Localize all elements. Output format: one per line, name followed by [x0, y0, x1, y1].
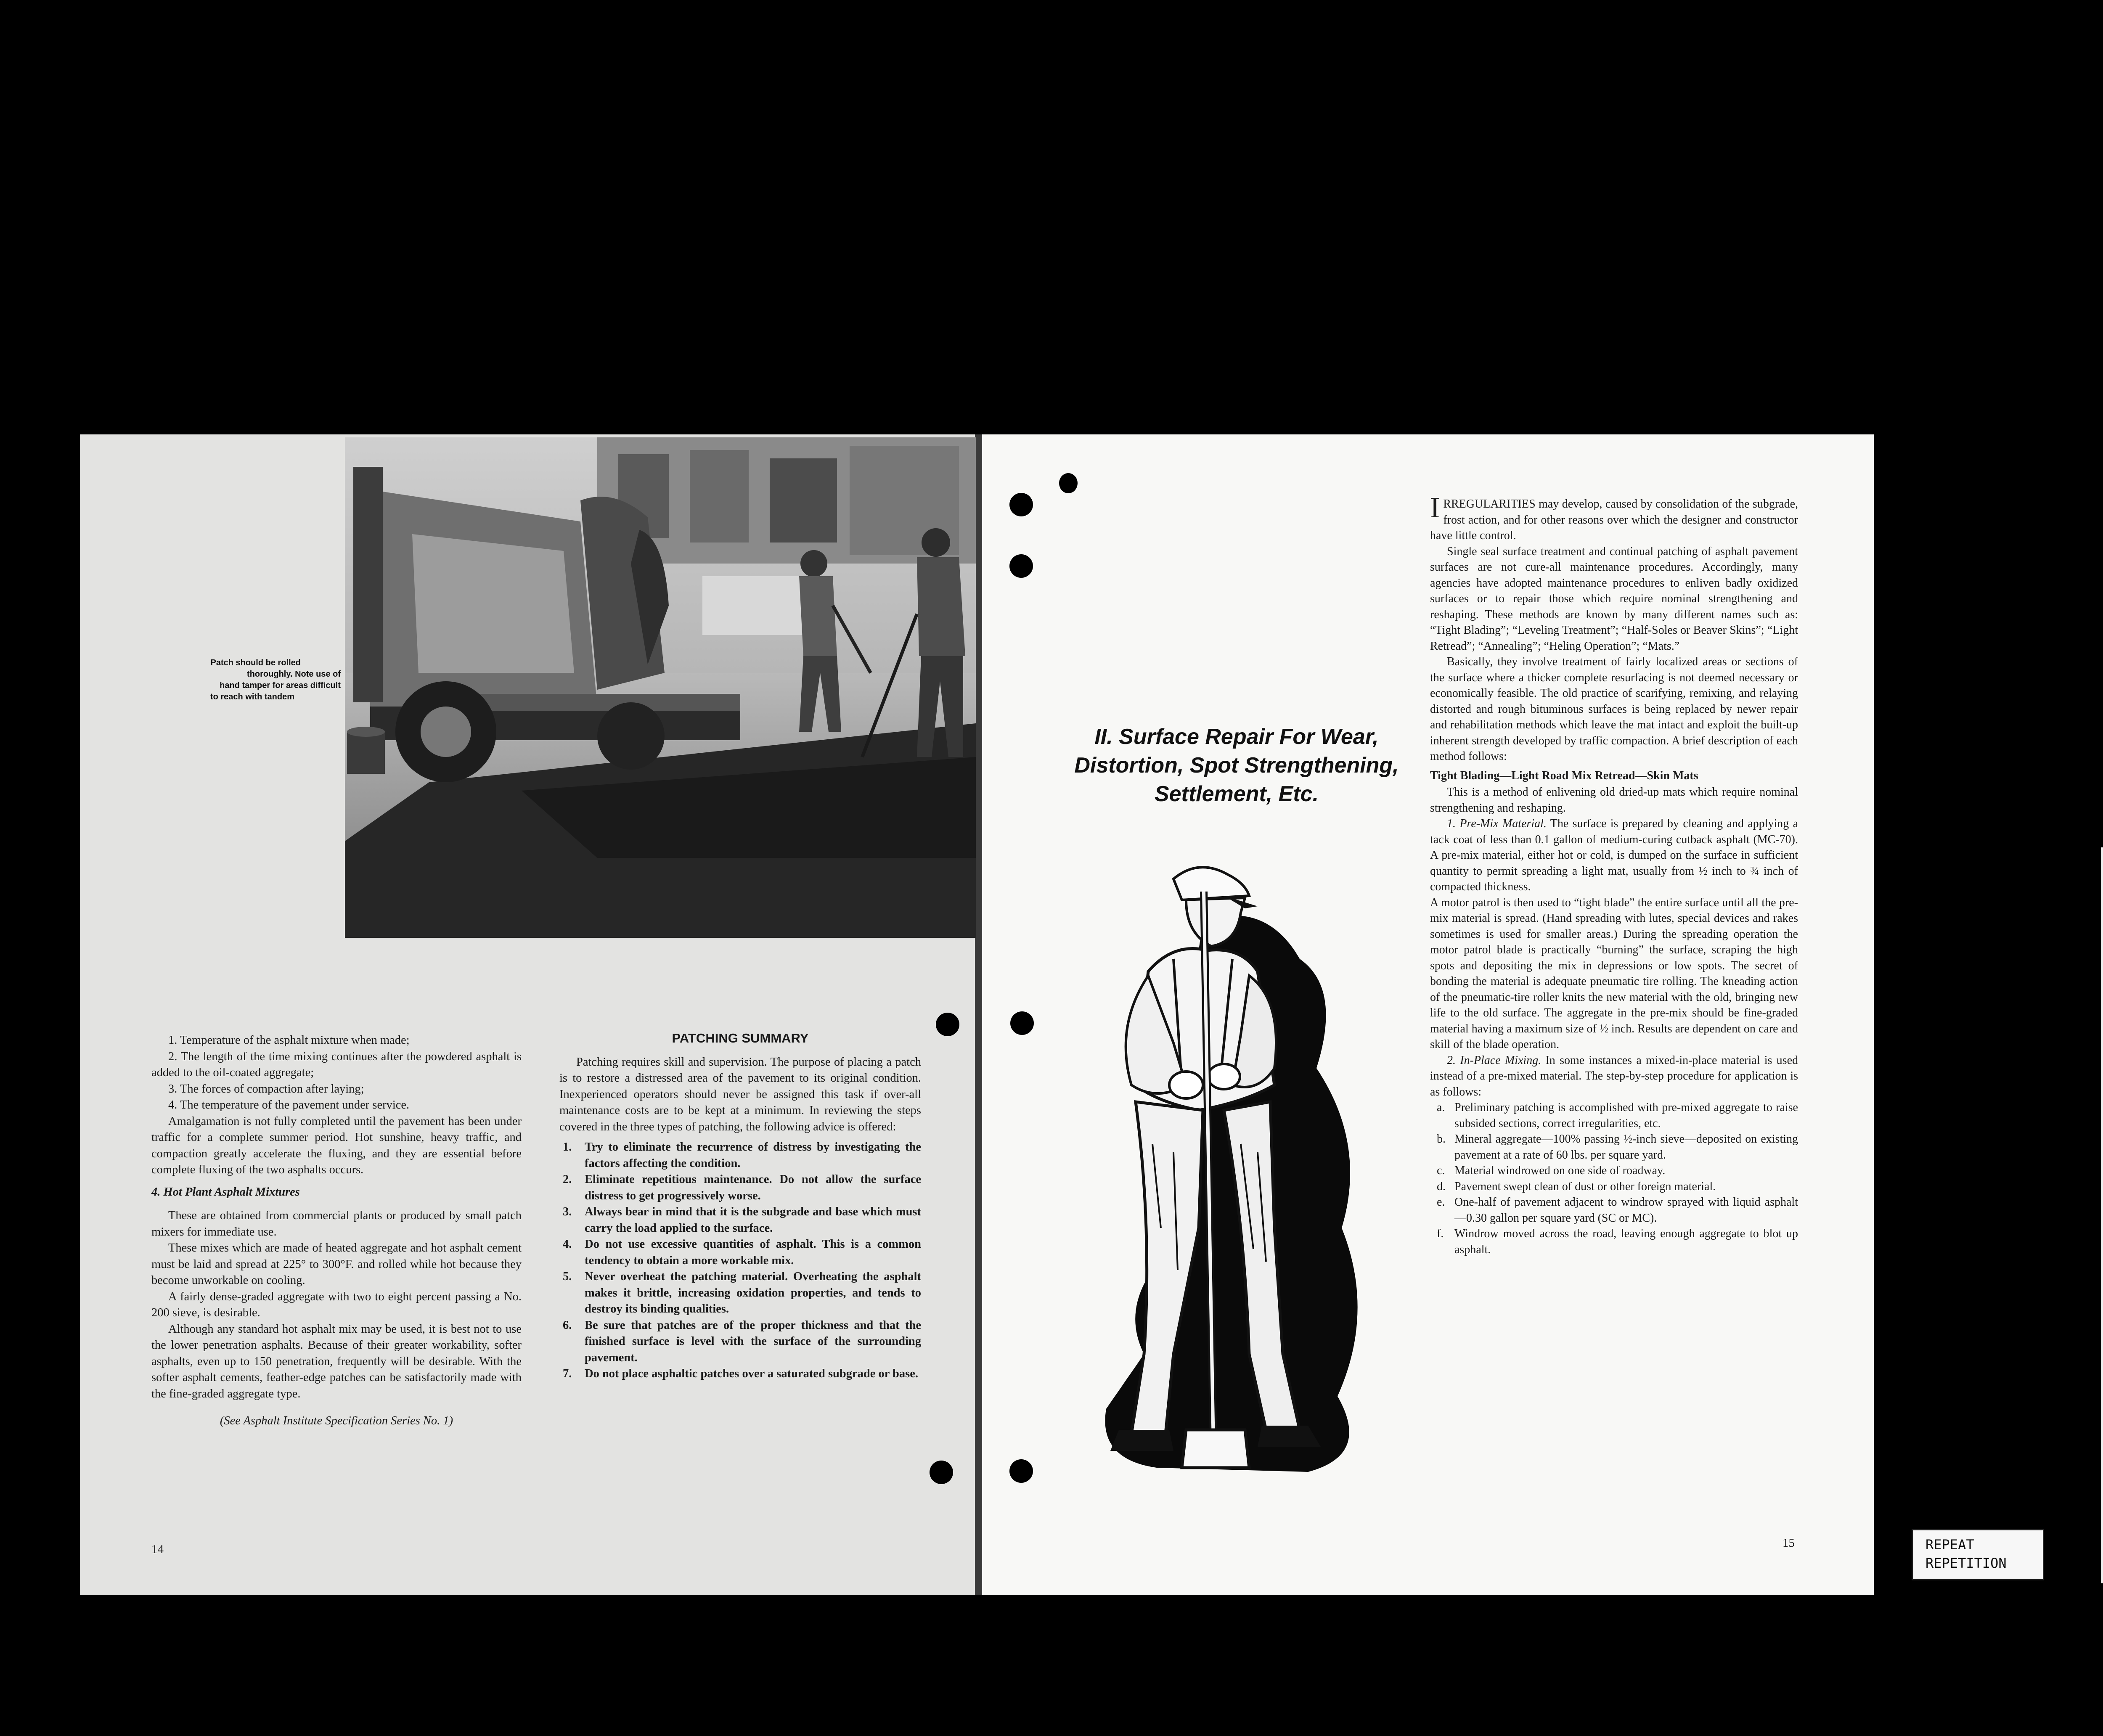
- procedure-step: b. Mineral aggregate—100% passing ½-inch sieve—deposited on existing pavement at a rate of 60 lbs. per square yard.: [1437, 1133, 1798, 1162]
- list-item: 3. The forces of compaction after laying;: [168, 1082, 364, 1096]
- caption-line: Patch should be rolled: [210, 658, 301, 667]
- summary-item: 6. Be sure that patches are of the proper thickness and that the finished surface is level with the surface of the surrounding pavement.: [563, 1318, 921, 1364]
- summary-item: 5. Never overheat the patching material. Overheating the asphalt makes it brittle, increasing oxidation properties, and tends to destroy its binding qualities.: [563, 1270, 921, 1315]
- repeat-line: REPETITION: [1926, 1555, 2007, 1571]
- caption-line: hand tamper for areas difficult: [220, 681, 341, 690]
- list-item: 2. The length of the time mixing continues after the powdered asphalt is added to the oil-coated aggregate;: [151, 1050, 522, 1079]
- opening-paragraph: IRREGULARITIES may develop, caused by consolidation of the subgrade, frost action, and for other reasons over which the designer and constructor have little control.: [1430, 492, 1798, 542]
- punch-hole: [936, 1013, 959, 1036]
- page-number-left: 14: [151, 1543, 164, 1556]
- punch-hole: [1009, 554, 1033, 578]
- paragraph: Although any standard hot asphalt mix may be used, it is best not to use the lower penetration asphalts. Because of their greater workability, softer asphalts, even up to 150 penetration, frequently will be desirable. With the softer asphalt cements, feather-edge patches can be satisfactorily made with the fine-graded aggregate type.: [151, 1322, 522, 1400]
- patching-summary-heading: PATCHING SUMMARY: [672, 1031, 809, 1045]
- repeat-line: REPEAT: [1926, 1537, 1974, 1553]
- photo-caption: [122, 657, 341, 703]
- procedure-step: d. Pavement swept clean of dust or other foreign material.: [1437, 1180, 1716, 1193]
- summary-item: 1. Try to eliminate the recurrence of distress by investigating the factors affecting the condition.: [563, 1141, 921, 1170]
- procedure-step: f. Windrow moved across the road, leaving enough aggregate to blot up asphalt.: [1437, 1227, 1798, 1256]
- paragraph: Amalgamation is not fully completed until the pavement has been under traffic for a complete summer period. Hot sunshine, heavy traffic, and compaction greatly accelerate the fluxing, and they are essential before complete fluxing of the two asphalts occurs.: [151, 1114, 522, 1176]
- caption-line: thoroughly. Note use of: [247, 670, 341, 679]
- paragraph: These mixes which are made of heated aggregate and hot asphalt cement must be laid and spread at 225° to 300°F. and rolled while hot because they become unworkable on cooling.: [151, 1241, 522, 1287]
- page-number-right: 15: [1783, 1536, 1795, 1550]
- procedure-steps: [1430, 1100, 1798, 1257]
- paragraph: A motor patrol is then used to “tight blade” the entire surface until all the pre-mix material is spread. (Hand spreading with lutes, special devices and rakes sometimes is used for smaller areas.) During the spreading operation the motor patrol blade is practically “burning” the surface, scraping the high spots and depositing the mix in depressions or low spots. The secret of bonding the material is adequate pneumatic tire rolling. The kneading action of the pneumatic-tire roller knits the new material with the old, bringing new life to the old surface. The aggregate in the pre-mix should be fine-graded material having a maximum size of ½ inch. Results are dependent on care and skill of the blade operation.: [1430, 896, 1798, 1051]
- archive-reference-strip: [2101, 847, 2103, 1583]
- section-heading: 4. Hot Plant Asphalt Mixtures: [151, 1185, 300, 1199]
- section-title: [1026, 722, 1447, 808]
- summary-item: 2. Eliminate repetitious maintenance. Do not allow the surface distress to get progressively worse.: [563, 1173, 921, 1202]
- summary-item: 3. Always bear in mind that it is the subgrade and base which must carry the load applied to the surface.: [563, 1205, 921, 1235]
- title-line: Settlement, Etc.: [1154, 782, 1319, 806]
- summary-item: 4. Do not use excessive quantities of asphalt. This is a common tendency to obtain a more workable mix.: [563, 1238, 921, 1267]
- paragraph: 1. Pre-Mix Material. The surface is prepared by cleaning and applying a tack coat of less than 0.1 gallon of medium-curing cutback asphalt (MC-70). A pre-mix material, either hot or cold, is dumped on the surface in sufficient quantity to permit spreading a light mat, usually from ½ inch to ¾ inch of compacted thickness.: [1430, 817, 1798, 893]
- left-column-2: [559, 1030, 921, 1382]
- right-column: [1430, 492, 1798, 1257]
- dropcap: I: [1430, 492, 1440, 524]
- punch-hole: [1010, 1011, 1034, 1035]
- punch-hole: [1009, 493, 1033, 516]
- caption-line: to reach with tandem: [210, 692, 294, 701]
- left-column-1: [151, 1032, 522, 1429]
- list-item: 1. Temperature of the asphalt mixture when made;: [168, 1034, 410, 1047]
- summary-list: [559, 1139, 921, 1382]
- paragraph: 2. In-Place Mixing. In some instances a mixed-in-place material is used instead of a pre-mixed material. The step-by-step procedure for application is as follows:: [1430, 1053, 1798, 1098]
- paragraph: These are obtained from commercial plants or produced by small patch mixers for immediate use.: [151, 1209, 522, 1238]
- paragraph: Single seal surface treatment and continual patching of asphalt pavement surfaces are not cure-all maintenance procedures. Accordingly, many agencies have adopted maintenance procedures to enliven badly oxidized surfaces or to repair those which require nominal strengthening and reshaping. These methods are known by many different names such as: “Tight Blading”; “Leveling Treatment”; “Half-Soles or Beaver Skins”; “Light Retread”; “Annealing”; “Heling Operation”; “Mats.”: [1430, 545, 1798, 653]
- reference-note: (See Asphalt Institute Specification Series No. 1): [220, 1414, 453, 1427]
- paragraph: Patching requires skill and supervision. The purpose of placing a patch is to restore a distressed area of the pavement to its original condition. Inexperienced operators should never be assigned this task if over-all maintenance costs are to be kept at a minimum. In reviewing the steps covered in the three types of patching, the following advice is offered:: [559, 1055, 921, 1133]
- procedure-step: a. Preliminary patching is accomplished with pre-mixed aggregate to raise subsided sections, correct irregularities, etc.: [1437, 1101, 1798, 1130]
- procedure-step: c. Material windrowed on one side of roadway.: [1437, 1164, 1666, 1177]
- punch-hole: [930, 1461, 953, 1484]
- paragraph: Basically, they involve treatment of fairly localized areas or sections of the surface where a thicker complete resurfacing is not deemed necessary or economically feasible. The old practice of scarifying, remixing, and relaying distorted and rough bituminous surfaces is being replaced by newer repair and rehabilitation methods which leave the mat intact and exploit the built-up inherent strength developed by traffic compaction. A brief description of each method follows:: [1430, 655, 1798, 763]
- punch-hole: [1009, 1459, 1033, 1483]
- procedure-step: e. One-half of pavement adjacent to windrow sprayed with liquid asphalt—0.30 gallon per square yard (SC or MC).: [1437, 1196, 1798, 1225]
- title-line: Distortion, Spot Strengthening,: [1074, 753, 1399, 778]
- title-line: II. Surface Repair For Wear,: [1094, 725, 1379, 749]
- paving-truck-photo: [345, 437, 976, 938]
- paragraph: A fairly dense-graded aggregate with two to eight percent passing a No. 200 sieve, is desirable.: [151, 1290, 522, 1319]
- repeat-label: [1912, 1529, 2044, 1580]
- list-item: 4. The temperature of the pavement under service.: [168, 1098, 410, 1111]
- paragraph: This is a method of enlivening old dried-up mats which require nominal strengthening and reshaping.: [1430, 786, 1798, 815]
- subsection-heading: Tight Blading—Light Road Mix Retread—Skin Mats: [1430, 769, 1698, 782]
- summary-item: 7. Do not place asphaltic patches over a saturated subgrade or base.: [563, 1367, 918, 1380]
- punch-hole: [1059, 473, 1078, 493]
- worker-illustration: [1047, 849, 1396, 1493]
